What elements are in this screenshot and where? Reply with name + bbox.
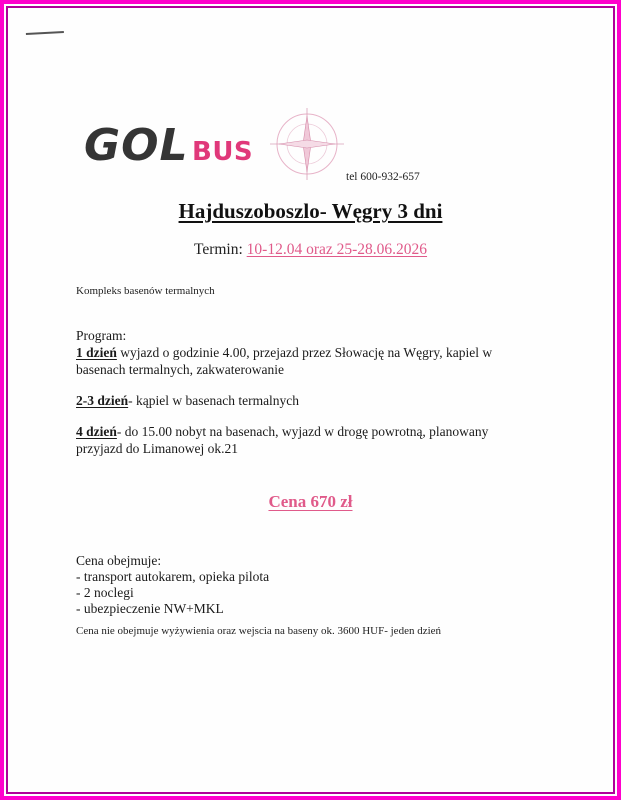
day-text: wyjazd o godzinie 4.00, przejazd przez Słowację na Węgry, kapiel w basenach termalnych, zakwaterowanie [76,345,493,377]
termin-label: Termin: [193,241,247,258]
trip-title: Hajduszoboszlo- Węgry 3 dni [178,199,443,223]
price: Cena 670 zł [268,492,353,511]
phone-number: tel 600-932-657 [346,171,420,183]
includes-item: - ubezpieczenie NW+MKL [76,601,224,616]
program-day-2-3 [76,392,536,409]
program-heading: Program: [76,328,127,343]
logo-text-gol: GOL [84,120,189,171]
price-excludes: Cena nie obejmuje wyżywienia oraz wejscia na baseny ok. 3600 HUF- jeden dzień [76,625,442,637]
logo-text-bus: BUS [192,137,254,167]
day-text: - do 15.00 nobyt na basenach, wyjazd w drogę powrotną, planowany przyjazd do Limanowej ok.21 [76,424,489,456]
trip-dates [8,241,613,259]
program-day-1 [76,344,536,378]
day-label: 2-3 dzień [76,393,129,408]
day-text: - kąpiel w basenach termalnych [128,393,300,408]
document-page [8,8,613,792]
day-label: 4 dzień [76,424,117,439]
pen-mark [26,31,64,39]
complex-note: Kompleks basenów termalnych [76,285,215,297]
golbus-logo [84,120,344,180]
includes-item: - transport autokarem, opieka pilota [76,569,270,584]
includes-heading: Cena obejmuje: [76,553,162,568]
includes-item: - 2 noclegi [76,585,134,600]
program-section [76,327,536,457]
day-label: 1 dzień [76,345,117,360]
program-day-4 [76,423,536,457]
price-includes [76,553,269,617]
termin-dates: 10-12.04 oraz 25-28.06.2026 [246,241,428,258]
